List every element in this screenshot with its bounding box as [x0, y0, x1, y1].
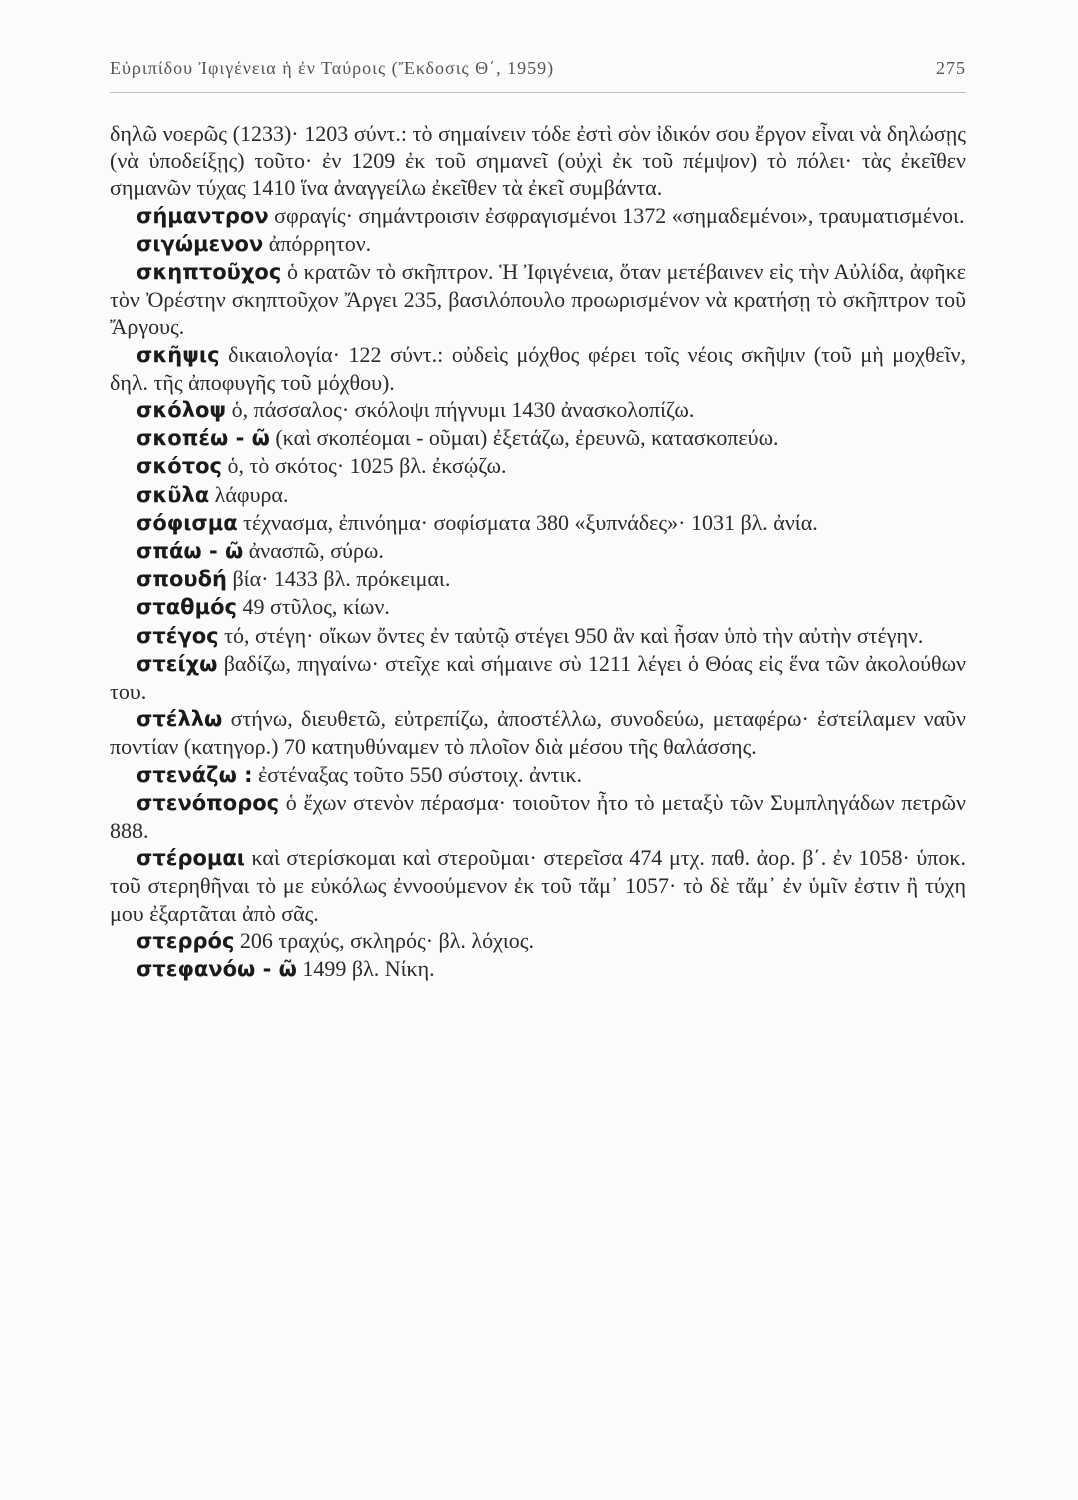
glossary-entry — [110, 202, 966, 230]
definition: καὶ στερίσκομαι καὶ στεροῦμαι· στερεῖσα 474 μτχ. παθ. ἀορ. β΄. ἐν 1058· ὑποκ. τοῦ στερηθῆναι τὸ με εὐκόλως ἐννοούμενον ἐκ τοῦ τἄμ᾽ 1057· τὸ δὲ τἄμ᾽ ἐν ὑμῖν ἐστιν ἢ τύχη μου ἐξαρτᾶται ἀπὸ σᾶς. — [110, 845, 966, 926]
lemma: στενάζω : — [136, 762, 253, 787]
glossary-body — [110, 120, 966, 983]
lemma: στενόπορος — [136, 790, 280, 815]
continuation-paragraph: δηλῶ νοερῶς (1233)· 1203 σύντ.: τὸ σημαίνειν τόδε ἐστὶ σὸν ἰδικόν σου ἔργον εἶναι νὰ δηλώσῃς (νὰ ὑποδείξῃς) τοῦτο· ἐν 1209 ἐκ τοῦ σημανεῖ (οὐχὶ ἐκ τοῦ πέμψον) τὸ πόλει· τὰς ἐκεῖθεν σημανῶν τύχας 1410 ἵνα ἀναγγείλω ἐκεῖθεν τὰ ἐκεῖ συμβάντα. — [110, 121, 966, 201]
glossary-entry — [110, 565, 966, 593]
definition: ὁ, τὸ σκότος· 1025 βλ. ἐκσῴζω. — [221, 453, 507, 479]
glossary-entry — [110, 705, 966, 760]
glossary-entry — [110, 230, 966, 258]
glossary-entry — [110, 955, 966, 983]
lemma: σήμαντρον — [136, 203, 269, 228]
lemma: σιγώμενον — [136, 231, 264, 256]
lemma: σπουδή — [136, 567, 227, 592]
glossary-entry — [110, 424, 966, 452]
lemma: στέρομαι — [136, 846, 245, 871]
definition: σφραγίς· σημάντροισιν ἐσφραγισμένοι 1372 «σημαδεμένοι», τραυματισμένοι. — [268, 202, 965, 228]
running-title: Εὐριπίδου Ἰφιγένεια ἡ ἐν Ταύροις (Ἔκδοσις Θ΄, 1959) — [110, 58, 555, 78]
definition: λάφυρα. — [209, 481, 289, 507]
definition: 206 τραχύς, σκληρός· βλ. λόχιος. — [234, 927, 534, 953]
page-header — [110, 58, 966, 79]
glossary-entry — [110, 789, 966, 844]
definition: βία· 1433 βλ. πρόκειμαι. — [226, 566, 451, 592]
definition: 1499 βλ. Νίκη. — [296, 956, 435, 982]
lemma: στερρός — [136, 928, 235, 953]
definition: (καὶ σκοπέομαι - οῦμαι) ἐξετάζω, ἐρευνῶ, κατασκοπεύω. — [269, 425, 779, 451]
lemma: σόφισμα — [136, 510, 238, 535]
glossary-entry — [110, 481, 966, 509]
glossary-entry — [110, 509, 966, 537]
lemma: σκόλοψ — [136, 398, 227, 423]
lemma: στέγος — [136, 623, 219, 648]
glossary-entry — [110, 258, 966, 341]
header-rule — [110, 92, 966, 93]
lemma: σπάω - ῶ — [136, 539, 244, 564]
definition: στήνω, διευθετῶ, εὐτρεπίζω, ἀποστέλλω, συνοδεύω, μεταφέρω· ἐστείλαμεν ναῦν ποντίαν (κατηγορ.) 70 κατηυθύναμεν τὸ πλοῖον διὰ μέσου τῆς θαλάσσης. — [110, 706, 966, 760]
definition: ἐστέναξας τοῦτο 550 σύστοιχ. ἀντικ. — [252, 761, 582, 787]
definition: τέχνασμα, ἐπινόημα· σοφίσματα 380 «ξυπνάδες»· 1031 βλ. ἀνία. — [237, 509, 818, 535]
glossary-entry — [110, 844, 966, 927]
lemma: σκηπτοῦχος — [136, 260, 282, 285]
glossary-entry — [110, 537, 966, 565]
glossary-entry — [110, 622, 966, 650]
definition: ἀνασπῶ, σύρω. — [243, 538, 384, 564]
definition: ὁ, πάσσαλος· σκόλοψι πήγνυμι 1430 ἀνασκολοπίζω. — [226, 397, 695, 423]
definition: 49 στῦλος, κίων. — [236, 594, 390, 620]
glossary-entry — [110, 650, 966, 705]
lemma: σκοπέω - ῶ — [136, 426, 270, 451]
lemma: σκῆψις — [136, 342, 220, 367]
definition: δικαιολογία· 122 σύντ.: οὐδεὶς μόχθος φέρει τοῖς νέοις σκῆψιν (τοῦ μὴ μοχθεῖν, δηλ. τῆς ἀποφυγῆς τοῦ μόχθου). — [110, 341, 966, 395]
lemma: σκῦλα — [136, 482, 210, 507]
page-number: 275 — [936, 58, 966, 78]
lemma: στεφανόω - ῶ — [136, 957, 297, 982]
definition: βαδίζω, πηγαίνω· στεῖχε καὶ σήμαινε σὺ 1211 λέγει ὁ Θόας εἰς ἕνα τῶν ἀκολούθων του. — [110, 650, 966, 705]
definition: ὁ κρατῶν τὸ σκῆπτρον. Ἡ Ἰφιγένεια, ὅταν μετέβαινεν εἰς τὴν Αὐλίδα, ἀφῆκε τὸν Ὀρέστην σκηπτοῦχον Ἄργει 235, βασιλόπουλο προωρισμένον νὰ κρατήσῃ τὸ σκῆπτρον τοῦ Ἄργους. — [110, 259, 966, 340]
glossary-entry — [110, 761, 966, 789]
lemma: στείχω — [136, 651, 218, 676]
definition: ὁ ἔχων στενὸν πέρασμα· τοιοῦτον ἦτο τὸ μεταξὺ τῶν Συμπληγάδων πετρῶν 888. — [110, 789, 966, 844]
glossary-entry — [110, 927, 966, 955]
lemma: στέλλω — [136, 707, 223, 732]
definition: τό, στέγη· οἴκων ὄντες ἐν ταὐτῷ στέγει 950 ἂν καὶ ἦσαν ὑπὸ τὴν αὐτὴν στέγην. — [218, 622, 924, 648]
glossary-entry — [110, 593, 966, 621]
glossary-entry — [110, 396, 966, 424]
definition: ἀπόρρητον. — [263, 230, 372, 256]
glossary-entry — [110, 452, 966, 480]
lemma: σκότος — [136, 454, 222, 479]
glossary-entry — [110, 341, 966, 396]
lemma: σταθμός — [136, 595, 237, 620]
